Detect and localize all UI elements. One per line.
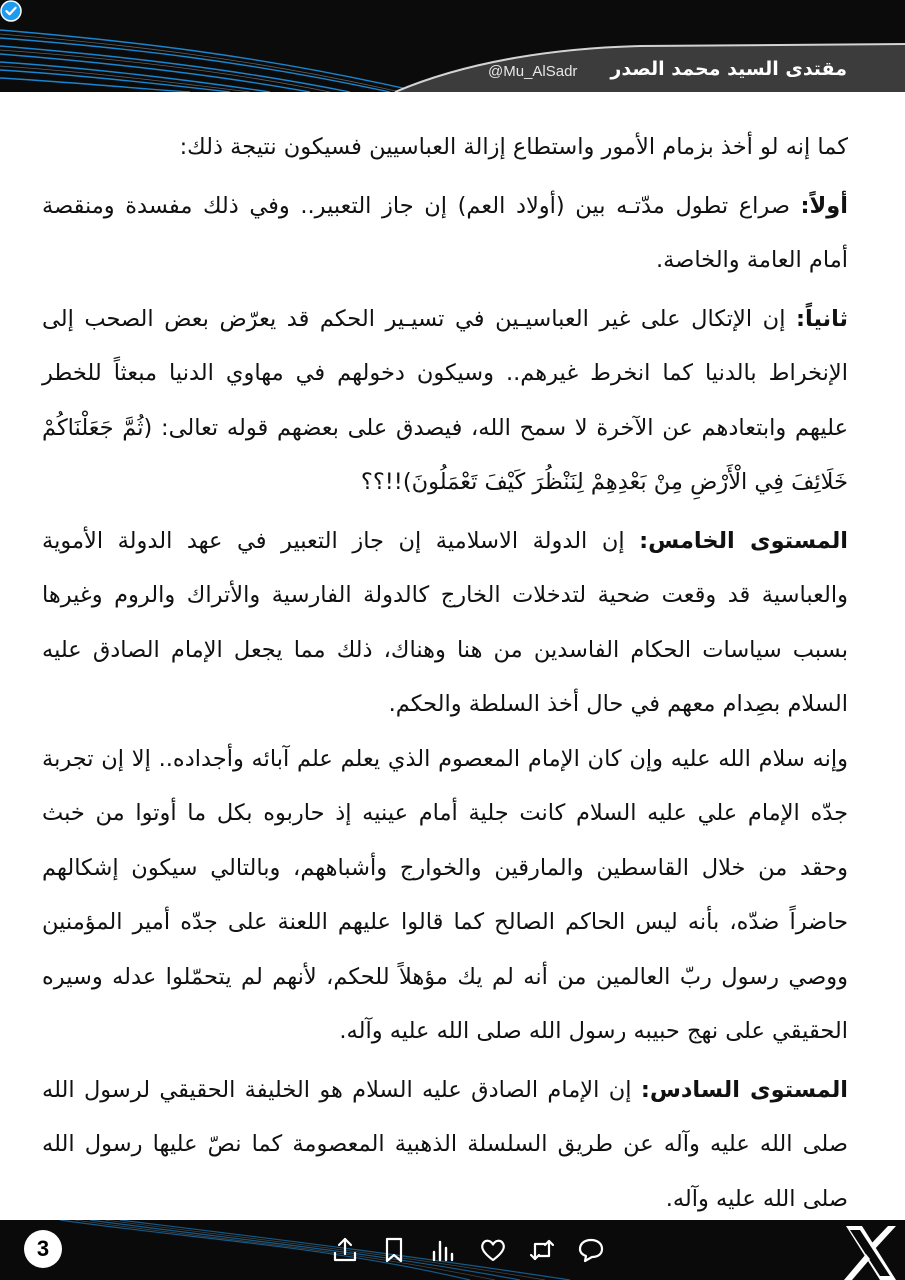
reply-icon[interactable]	[576, 1235, 606, 1265]
account-name[interactable]: مقتدى السيد محمد الصدر	[610, 58, 847, 80]
views-icon[interactable]	[428, 1235, 458, 1265]
paragraph-second-point: ثانياً: إن الإتكال على غير العباسيـين في تسيـير الحكم قد يعرّض بعض الصحب إلى الإنخراط بالدنيا كما انخرط غيرهم.. وسيكون دخولهم في مهاوي الدنيا مبعثاً للخطر عليهم وابتعادهم عن الآخرة لا سمح الله، فيصدق على بعضهم قوله تعالى: (ثُمَّ جَعَلْنَاكُمْ خَلَائِفَ فِي الْأَرْضِ مِنْ بَعْدِهِمْ لِنَنْظُرَ كَيْفَ تَعْمَلُونَ)!!؟؟	[42, 305, 849, 495]
paragraph-lead: ثانياً:	[796, 305, 848, 332]
paragraph-first-point: أولاً: صراع تطول مدّتـه بين (أولاد العم) إن جاز التعبير.. وفي ذلك مفسدة ومنقصة أمام العامة والخاصة.	[42, 192, 848, 273]
bookmark-icon[interactable]	[379, 1235, 409, 1265]
paragraph-lead: أولاً:	[800, 192, 848, 219]
retweet-icon[interactable]	[527, 1235, 557, 1265]
paragraph-experience: وإنه سلام الله عليه وإن كان الإمام المعصوم الذي يعلم علم آبائه وأجداده.. إلا إن تجربة جدّه الإمام علي عليه السلام كانت جلية أمام عينيه إذ حاربوه بكل ما أوتوا من خبث وحقد من خلال القاسطين والمارقين والخوارج وأشباههم، وبالتالي سيكون إشكالهم حاضراً ضدّه، بأنه ليس الحاكم الصالح كما قالوا عليهم اللعنة على جدّه أمير المؤمنين ووصي رسول ربّ العالمين من أنه لم يك مؤهلاً للحكم، لأنهم لم يتحمّلوا عدله وسيره الحقيقي على نهج حبيبه رسول الله صلى الله عليه وآله.	[42, 745, 848, 1044]
x-logo-icon[interactable]	[840, 1222, 900, 1280]
post-footer	[0, 1220, 905, 1280]
account-handle[interactable]: @Mu_AlSadr	[488, 63, 578, 80]
page-number: 3	[24, 1230, 62, 1268]
action-bar	[330, 1234, 606, 1266]
post-body	[42, 120, 848, 1226]
share-icon[interactable]	[330, 1235, 360, 1265]
quran-verse: (ثُمَّ جَعَلْنَاكُمْ خَلَائِفَ فِي الْأَرْضِ مِنْ بَعْدِهِمْ لِنَنْظُرَ كَيْفَ تَعْمَلُونَ)!!؟؟	[42, 414, 848, 495]
paragraph-lead: المستوى الخامس:	[639, 527, 849, 554]
paragraph-level-five: المستوى الخامس: إن الدولة الاسلامية إن جاز التعبير في عهد الدولة الأموية والعباسية قد وقعت ضحية لتدخلات الخارج كالدولة الفارسية والأتراك والروم وغيرها بسبب سياسات الحكام الفاسدين من هنا وهناك، ذلك مما يجعل الإمام الصادق عليه السلام بصِدام معهم في حال أخذ السلطة والحكم.	[42, 527, 849, 717]
verified-badge-icon	[0, 0, 22, 22]
paragraph-lead: المستوى السادس:	[640, 1076, 849, 1103]
like-icon[interactable]	[478, 1235, 508, 1265]
paragraph-level-six: المستوى السادس: إن الإمام الصادق عليه السلام هو الخليفة الحقيقي لرسول الله صلى الله عليه وآله عن طريق السلسلة الذهبية المعصومة كما نصّ عليها رسول الله صلى الله عليه وآله.	[42, 1076, 849, 1212]
post-header	[0, 0, 905, 92]
paragraph-intro: كما إنه لو أخذ بزمام الأمور واستطاع إزالة العباسيين فسيكون نتيجة ذلك:	[179, 134, 848, 160]
